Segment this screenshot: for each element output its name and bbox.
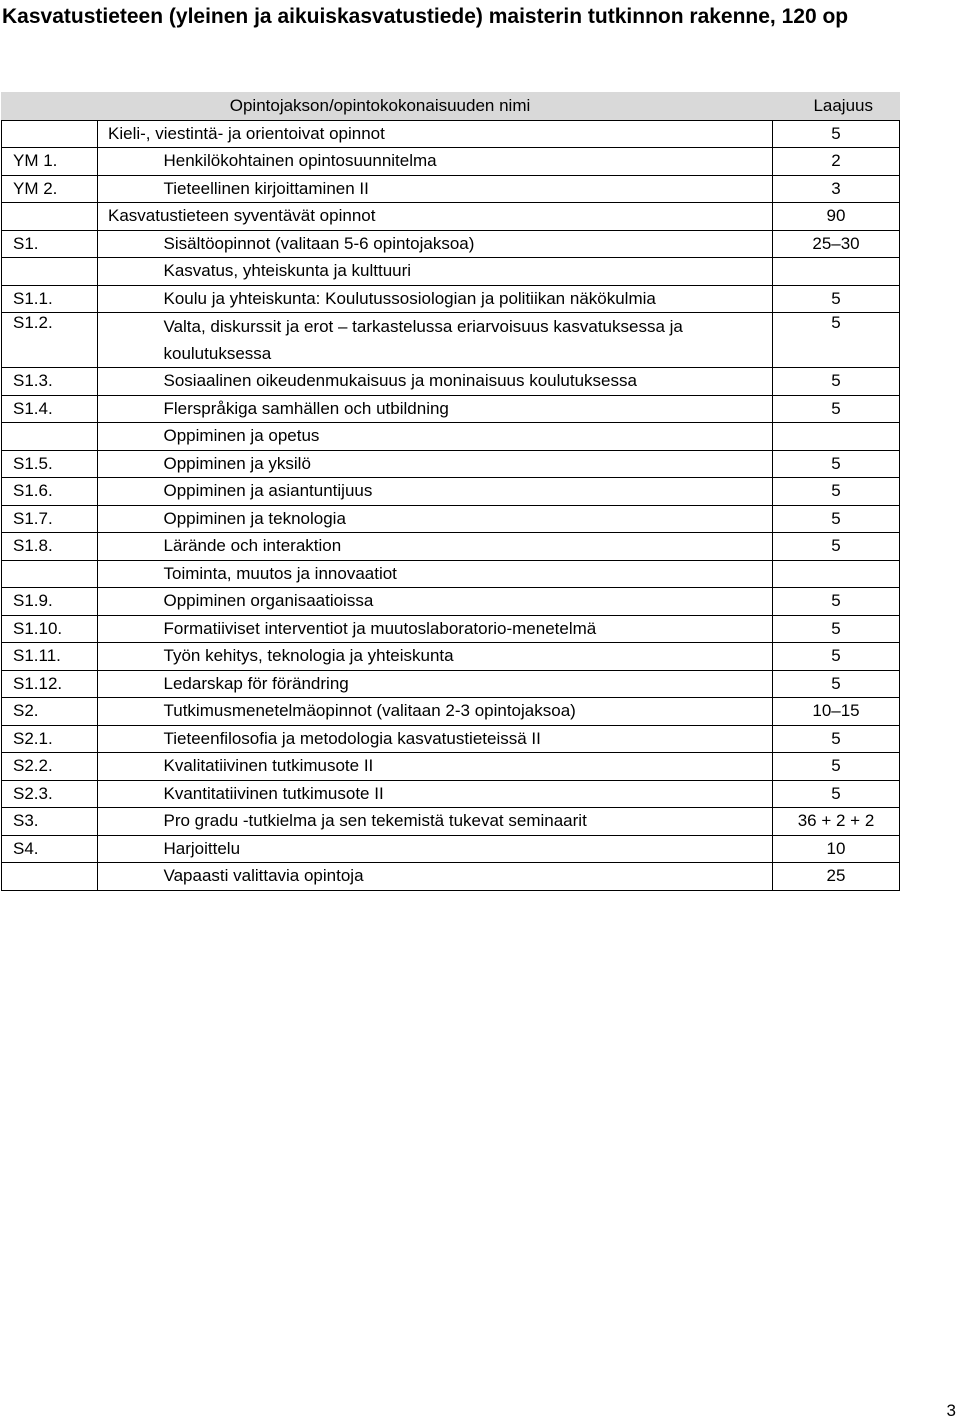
course-name: Oppiminen ja teknologia	[154, 505, 773, 533]
course-code	[2, 560, 98, 588]
spacer-cell	[98, 313, 154, 368]
credits-value: 10–15	[773, 698, 900, 726]
spacer-cell	[98, 670, 154, 698]
credits-value	[773, 258, 900, 286]
spacer-cell	[98, 615, 154, 643]
course-name: Toiminta, muutos ja innovaatiot	[154, 560, 773, 588]
credits-value: 2	[773, 148, 900, 176]
spacer-cell	[98, 148, 154, 176]
credits-value: 5	[773, 478, 900, 506]
spacer-cell	[98, 588, 154, 616]
table-row	[2, 450, 900, 478]
table-row	[2, 203, 900, 231]
table-row	[2, 423, 900, 451]
table-row	[2, 560, 900, 588]
course-code: S1.12.	[2, 670, 98, 698]
course-name: Kvalitatiivinen tutkimusote II	[154, 753, 773, 781]
course-name: Sosiaalinen oikeudenmukaisuus ja moninaisuus koulutuksessa	[154, 368, 773, 396]
table-row	[2, 395, 900, 423]
credits-value: 5	[773, 313, 900, 368]
credits-value: 5	[773, 753, 900, 781]
course-code	[2, 120, 98, 148]
course-code: S2.	[2, 698, 98, 726]
course-code: S1.4.	[2, 395, 98, 423]
credits-value: 5	[773, 505, 900, 533]
course-name: Kvantitatiivinen tutkimusote II	[154, 780, 773, 808]
credits-value: 3	[773, 175, 900, 203]
spacer-cell	[98, 368, 154, 396]
course-code: S1.10.	[2, 615, 98, 643]
credits-value: 5	[773, 368, 900, 396]
course-name: Tieteenfilosofia ja metodologia kasvatustieteissä II	[154, 725, 773, 753]
course-name: Työn kehitys, teknologia ja yhteiskunta	[154, 643, 773, 671]
course-code: S2.1.	[2, 725, 98, 753]
spacer-cell	[98, 808, 154, 836]
course-name: Oppiminen organisaatioissa	[154, 588, 773, 616]
spacer-cell	[98, 698, 154, 726]
spacer-cell	[98, 560, 154, 588]
header-code-cell	[2, 93, 98, 121]
spacer-cell	[98, 423, 154, 451]
course-name: Lärände och interaktion	[154, 533, 773, 561]
spacer-cell	[98, 258, 154, 286]
credits-value: 90	[773, 203, 900, 231]
course-name: Vapaasti valittavia opintoja	[154, 863, 773, 891]
spacer-cell	[98, 395, 154, 423]
table-row	[2, 175, 900, 203]
table-row	[2, 505, 900, 533]
course-name: Sisältöopinnot (valitaan 5-6 opintojaksoa)	[154, 230, 773, 258]
course-code: YM 1.	[2, 148, 98, 176]
spacer-cell	[98, 863, 154, 891]
table-row	[2, 285, 900, 313]
page-number: 3	[946, 1401, 956, 1420]
course-code: S1.	[2, 230, 98, 258]
section-heading: Kieli-, viestintä- ja orientoivat opinnot	[98, 120, 773, 148]
header-name: Opintojakson/opintokokonaisuuden nimi	[98, 93, 773, 121]
table-row	[2, 533, 900, 561]
course-code: YM 2.	[2, 175, 98, 203]
course-code: S4.	[2, 835, 98, 863]
spacer-cell	[98, 450, 154, 478]
header-credits: Laajuus	[773, 93, 900, 121]
course-code	[2, 863, 98, 891]
page-title: Kasvatustieteen (yleinen ja aikuiskasvatustiede) maisterin tutkinnon rakenne, 120 op	[2, 5, 849, 28]
spacer-cell	[98, 725, 154, 753]
course-code: S1.3.	[2, 368, 98, 396]
table-row	[2, 313, 900, 368]
table-row	[2, 670, 900, 698]
table-row	[2, 863, 900, 891]
course-code: S1.6.	[2, 478, 98, 506]
table-row	[2, 148, 900, 176]
spacer-cell	[98, 505, 154, 533]
table-row	[2, 725, 900, 753]
course-name: Henkilökohtainen opintosuunnitelma	[154, 148, 773, 176]
credits-value: 5	[773, 643, 900, 671]
credits-value: 36 + 2 + 2	[773, 808, 900, 836]
section-heading: Kasvatustieteen syventävät opinnot	[98, 203, 773, 231]
course-name: Formatiiviset interventiot ja muutoslaboratorio-menetelmä	[154, 615, 773, 643]
table-header-row	[2, 93, 900, 121]
course-code: S1.8.	[2, 533, 98, 561]
table-row	[2, 478, 900, 506]
table-row	[2, 368, 900, 396]
spacer-cell	[98, 230, 154, 258]
table-row	[2, 120, 900, 148]
course-code: S2.2.	[2, 753, 98, 781]
table-row	[2, 835, 900, 863]
table-row	[2, 780, 900, 808]
course-code: S3.	[2, 808, 98, 836]
credits-value: 5	[773, 395, 900, 423]
spacer-cell	[98, 643, 154, 671]
credits-value: 5	[773, 670, 900, 698]
spacer-cell	[98, 175, 154, 203]
table-row	[2, 808, 900, 836]
credits-value: 5	[773, 725, 900, 753]
course-code	[2, 258, 98, 286]
credits-value: 25	[773, 863, 900, 891]
table-row	[2, 258, 900, 286]
spacer-cell	[98, 780, 154, 808]
credits-value: 5	[773, 780, 900, 808]
credits-value: 5	[773, 120, 900, 148]
course-name: Tutkimusmenetelmäopinnot (valitaan 2-3 opintojaksoa)	[154, 698, 773, 726]
spacer-cell	[98, 285, 154, 313]
spacer-cell	[98, 835, 154, 863]
course-name: Oppiminen ja asiantuntijuus	[154, 478, 773, 506]
table-row	[2, 698, 900, 726]
course-name: Koulu ja yhteiskunta: Koulutussosiologian ja politiikan näkökulmia	[154, 285, 773, 313]
course-code: S1.11.	[2, 643, 98, 671]
table-row	[2, 588, 900, 616]
course-name: Flerspråkiga samhällen och utbildning	[154, 395, 773, 423]
course-code	[2, 203, 98, 231]
course-name: Kasvatus, yhteiskunta ja kulttuuri	[154, 258, 773, 286]
course-name: Valta, diskurssit ja erot – tarkastelussa eriarvoisuus kasvatuksessa ja koulutuksessa	[154, 313, 773, 368]
spacer-cell	[98, 753, 154, 781]
course-name: Harjoittelu	[154, 835, 773, 863]
credits-value: 5	[773, 533, 900, 561]
course-name: Oppiminen ja yksilö	[154, 450, 773, 478]
credits-value: 5	[773, 285, 900, 313]
table-row	[2, 615, 900, 643]
course-name: Oppiminen ja opetus	[154, 423, 773, 451]
course-name: Tieteellinen kirjoittaminen II	[154, 175, 773, 203]
credits-value: 5	[773, 450, 900, 478]
credits-value: 25–30	[773, 230, 900, 258]
course-name: Ledarskap för förändring	[154, 670, 773, 698]
course-code: S1.9.	[2, 588, 98, 616]
credits-value: 5	[773, 588, 900, 616]
credits-value: 5	[773, 615, 900, 643]
table-row	[2, 753, 900, 781]
table-row	[2, 230, 900, 258]
course-code: S1.1.	[2, 285, 98, 313]
credits-value: 10	[773, 835, 900, 863]
spacer-cell	[98, 478, 154, 506]
course-code: S1.2.	[2, 313, 98, 368]
course-code: S1.5.	[2, 450, 98, 478]
credits-value	[773, 560, 900, 588]
spacer-cell	[98, 533, 154, 561]
degree-structure-table	[1, 92, 900, 891]
course-name: Pro gradu -tutkielma ja sen tekemistä tukevat seminaarit	[154, 808, 773, 836]
credits-value	[773, 423, 900, 451]
course-code	[2, 423, 98, 451]
course-code: S1.7.	[2, 505, 98, 533]
course-code: S2.3.	[2, 780, 98, 808]
table-row	[2, 643, 900, 671]
